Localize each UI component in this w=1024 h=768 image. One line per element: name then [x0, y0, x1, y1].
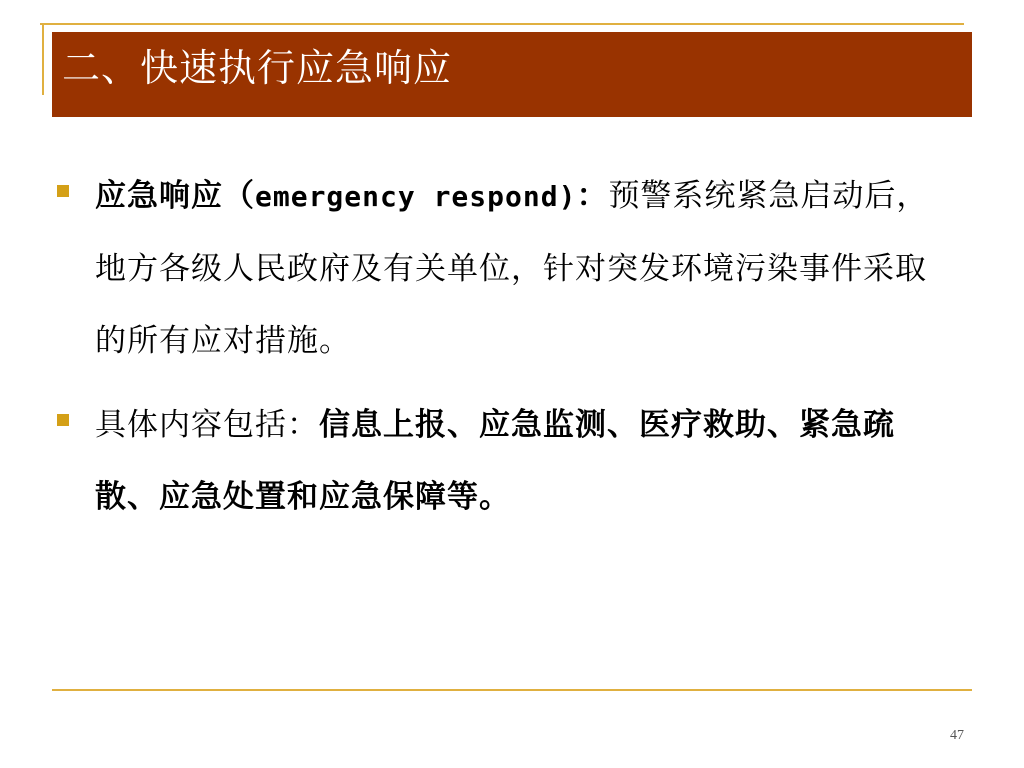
page-number: 47	[950, 728, 964, 743]
term-colon: ：	[576, 178, 609, 214]
bullet-item-definition	[55, 160, 955, 377]
bullet-text	[95, 389, 955, 533]
square-bullet-icon	[57, 414, 69, 426]
contents-items: 信息上报、应急监测、医疗救助、紧急疏散、应急处置和应急保障等。	[95, 407, 895, 515]
top-decorative-line	[40, 23, 964, 25]
square-bullet-icon	[57, 185, 69, 197]
left-decorative-line	[42, 23, 44, 95]
slide-content	[55, 160, 955, 545]
footer-decorative-line	[52, 689, 972, 691]
title-bar	[52, 32, 972, 117]
term-paren: （	[223, 178, 255, 214]
bullet-item-contents	[55, 389, 955, 533]
slide-title: 二、快速执行应急响应	[62, 46, 453, 90]
contents-lead: 具体内容包括：	[95, 407, 319, 443]
term-definition: 预警系统紧急启动后，地方各级人民政府及有关单位，针对突发环境污染事件采取的所有应对措施。	[95, 178, 929, 359]
term-english: emergency respond)	[255, 180, 577, 213]
bullet-text	[95, 160, 955, 377]
term-chinese: 应急响应	[95, 178, 223, 214]
